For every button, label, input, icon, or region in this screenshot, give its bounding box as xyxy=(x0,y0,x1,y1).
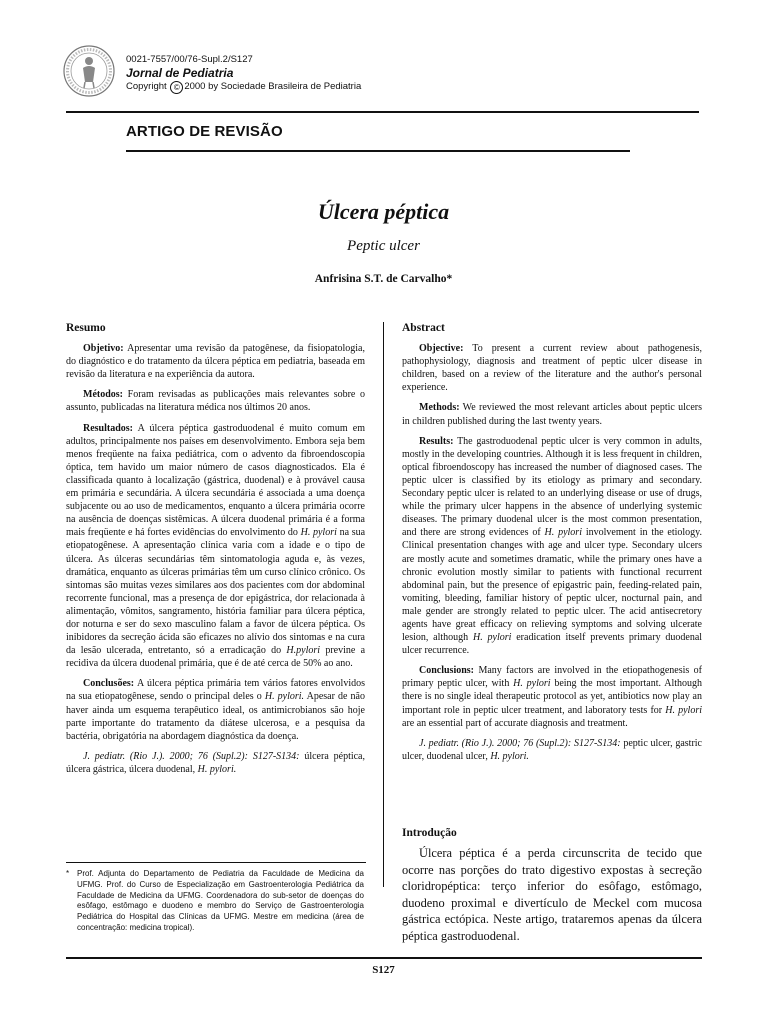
text: Many factors are involved in the etiopathogenesis of primary peptic ulcer, with xyxy=(402,665,703,690)
text: The gastroduodenal peptic ulcer is very common in adults, mostly in the developing countries. Although it is less frequent in children, optical fibroendoscopy has increased the number of diagnosed cases. The peptic ulcer is classified by its etiology as primary and secondary. Secondary peptic ulcer is related to an underlying disease or use of drugs, while the primary ulcer happens in the absence of underlying systemic diseases. The primary duodenal ulcer is the most common presentation, and there are strong evidences of xyxy=(402,435,702,539)
journal-name: Jornal de Pediatria xyxy=(126,66,234,80)
species-name: H. pylori. xyxy=(490,750,529,762)
label: Results: xyxy=(419,435,454,447)
label: Conclusions: xyxy=(419,665,475,677)
resumo-column xyxy=(66,322,365,779)
abstract-methods xyxy=(402,401,702,427)
resumo-keywords xyxy=(66,750,365,776)
resumo-resultados xyxy=(66,422,365,671)
abstract-results xyxy=(402,435,702,658)
citation: J. pediatr. (Rio J.). 2000; 76 (Supl.2): S127-S134: xyxy=(83,750,300,762)
resumo-metodos xyxy=(66,388,365,414)
label: Objetivo: xyxy=(83,343,124,355)
text: being the most important. Although there is no single ideal therapeutic protocol as yet, antibiotics now play an important role in peptic ulcer treatment, and laboratory tests for xyxy=(402,678,703,716)
label: Métodos: xyxy=(83,389,123,401)
text: previne a recidiva da úlcera duodenal primária, que é de até cerca de 50% ao ano. xyxy=(66,645,366,670)
footnote-text: Prof. Adjunta do Departamento de Pediatria da Faculdade de Medicina da UFMG. Prof. do Curso de Especialização em Gastroenterologia Pediátrica da Faculdade de Medicina da UFMG. Coordenadora do sub-setor de doenças do esôfago, estômago e duodeno e membro do Serviço de Gastroenterologia Pediátrica do Hospital das Clínicas da UFMG. Mestre em medicina (área de concentração: medicina tropical). xyxy=(77,869,364,932)
species-name: H. pylori xyxy=(513,678,551,690)
text: Apresentar uma revisão da patogênese, da fisiopatologia, do diagnóstico e do tratamento da úlcera péptica em pediatria, baseada em revisão da literatura e na experiência da autora. xyxy=(66,343,365,381)
text: We reviewed the most relevant articles about peptic ulcers in children published during the last twenty years. xyxy=(402,402,702,427)
article-author: Anfrisina S.T. de Carvalho* xyxy=(314,273,453,285)
label: Resultados: xyxy=(83,422,134,434)
species-name: H. pylori xyxy=(300,527,337,539)
section-rule xyxy=(126,150,630,152)
species-name: H. pylori. xyxy=(264,691,305,703)
abstract-column xyxy=(402,322,702,766)
footnote-rule xyxy=(66,862,366,863)
text: To present a current review about pathogenesis, pathophysiology, diagnosis and treatment of peptic ulcer disease in children, based on a review of the literature and the author's personal experience. xyxy=(402,343,702,394)
copyright-line xyxy=(126,80,546,94)
footer-rule xyxy=(66,957,702,959)
abstract-conclusions xyxy=(402,664,702,729)
text: involvement in the etiology. Clinical presentation changes with age and ulcer type. Secondary ulcers are mostly acute and sometimes dramatic, while the primary ones have a chronic evolution mostly similar to patients with functional recurrent abdominal pain, but the presence of epigastric pain, feeding-related pain, vomiting, bleeding, familiar history of peptic ulcer, nocturnal pain, and male gender are strongly related to peptic ulcer. The acid antisecretory agents have great efficacy on relieving symptoms and solving ulcerate lesion, although xyxy=(402,527,703,644)
species-name: H. pylori. xyxy=(197,763,237,775)
citation: J. pediatr. (Rio J.). 2000; 76 (Supl.2): S127-S134: xyxy=(419,737,621,749)
author-footnote xyxy=(66,869,364,934)
abstract-objective xyxy=(402,342,702,394)
resumo-heading: Resumo xyxy=(66,322,106,334)
text: A úlcera péptica gastroduodenal é muito comum em adultos, principalmente nos países em desenvolvimento. Embora seja bem menos freqüente na faixa pediátrica, com o advento da fibroendoscopia óptica, tem havido um maior número de casos diagnosticados. Ela é classificada quanto à localização (gástrica, duodenal) e à provável causa em primária e secundária. A úlcera secundária é associada a uma doença subjacente ou ao uso de medicamentos, enquanto a úlcera primária ocorre na ausência de doenças sistêmicas. A úlcera duodenal primária é a forma mais freqüente e há fortes evidências do envolvimento do xyxy=(66,422,365,539)
introduction-heading: Introdução xyxy=(402,827,457,839)
keywords: úlcera péptica, úlcera gástrica, úlcera duodenal, xyxy=(66,750,365,775)
species-name: H. pylori xyxy=(473,632,512,644)
introduction-paragraph: Úlcera péptica é a perda circunscrita de tecido que ocorre nas porções do trato digestivo expostas à secreção cloridropéptica: terço inferior do esôfago, estômago, duodeno proximal e divertículo de Meckel com mucosa gástrica ectópica. Neste artigo, trataremos apenas da úlcera péptica gastroduodenal. xyxy=(402,846,702,943)
species-name: H. pylori xyxy=(544,527,582,539)
introduction-section xyxy=(402,827,702,945)
label: Conclusões: xyxy=(83,678,135,690)
species-name: H. pylori xyxy=(665,704,702,716)
resumo-objetivo xyxy=(66,342,365,381)
article-title: Úlcera péptica xyxy=(317,199,450,224)
article-subtitle: Peptic ulcer xyxy=(347,238,420,254)
text: na sua etiopatogênese. A apresentação clínica varia com a idade e o tipo de úlcera. As úlceras secundárias têm sintomatologia aguda e, às vezes, dramática, enquanto as úlceras primárias têm um curso clínico crônico. Os sintomas são muitas vezes similares aos dos pacientes com dor abdominal recorrente funcional, mas a presença de dor epigástrica, dor relacionada à alimentação, vômitos, sangramento, história familiar para úlcera péptica, dor noturna e ser do sexo masculino falam a favor de úlcera péptica. Os inibidores da secreção ácida são eficazes no alívio dos sintomas e na cura da lesão ulcerada, entretanto, só a erradicação do xyxy=(66,527,366,657)
issn-code: 0021-7557/00/76-Supl.2/S127 xyxy=(126,54,253,65)
species-name: H.pylori xyxy=(286,645,321,657)
keywords: peptic ulcer, gastric ulcer, duodenal ulcer, xyxy=(402,737,702,762)
copyright-prefix: Copyright xyxy=(126,81,167,92)
journal-header xyxy=(126,53,546,94)
header-rule xyxy=(66,111,699,113)
page-number: S127 xyxy=(372,964,395,976)
text: Foram revisadas as publicações mais relevantes sobre o assunto, publicadas na literatura médica nos últimos 20 anos. xyxy=(66,389,365,414)
text: Apesar de não haver ainda um esquema terapêutico ideal, os antimicrobianos são hoje parte importante do tratamento da diátese ulcerosa, e a pesquisa da bactéria, obrigatória na abordagem diagnóstica da doença. xyxy=(66,691,365,742)
journal-seal-logo xyxy=(62,44,116,98)
text: A úlcera péptica primária tem vários fatores envolvidos na sua etiopatogênese, sendo o principal deles o xyxy=(66,678,365,703)
text: eradication itself prevents primary duodenal ulcer recurrence. xyxy=(402,632,703,657)
text: are an essential part of accurate diagnosis and treatment. xyxy=(402,717,628,729)
label: Objective: xyxy=(419,343,464,355)
copyright-text: 2000 by Sociedade Brasileira de Pediatria xyxy=(184,81,362,92)
column-divider xyxy=(383,322,384,887)
section-label: ARTIGO DE REVISÃO xyxy=(126,123,283,140)
copyright-symbol: © xyxy=(170,81,183,94)
abstract-keywords xyxy=(402,737,702,763)
resumo-conclusoes xyxy=(66,677,365,742)
label: Methods: xyxy=(419,402,460,414)
footnote-mark: * xyxy=(66,869,70,878)
abstract-heading: Abstract xyxy=(402,322,445,334)
